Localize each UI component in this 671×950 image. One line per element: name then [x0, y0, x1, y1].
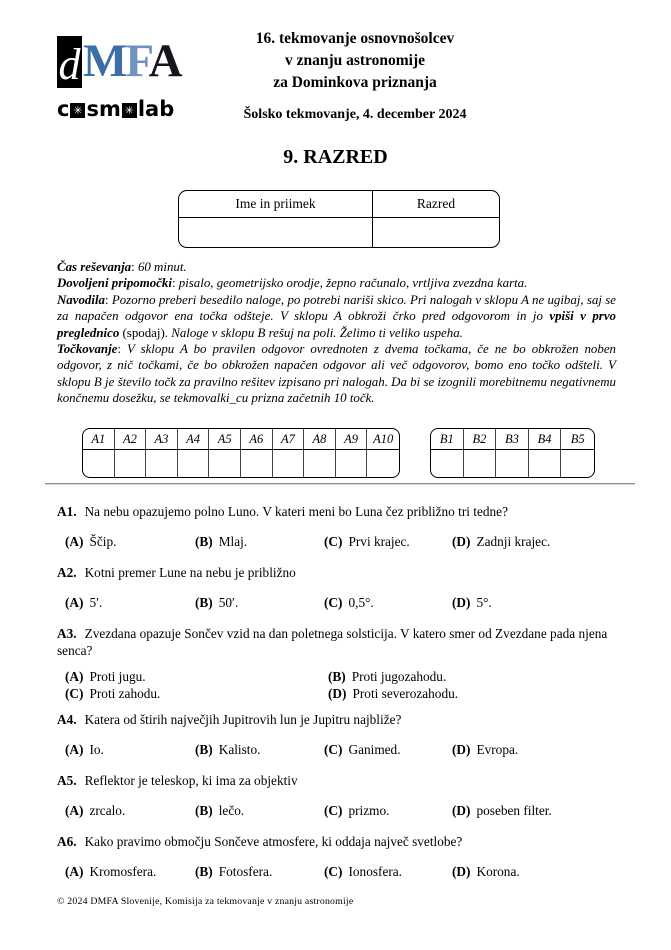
cosmolab-text-c: c [57, 97, 70, 121]
dmfa-letter-d: d [58, 40, 81, 89]
option-text: Evropa. [476, 742, 519, 757]
answer-header-b2: B2 [464, 429, 497, 450]
option-label: (B) [195, 803, 213, 818]
name-table [178, 190, 500, 248]
answer-input-cell [529, 450, 562, 477]
answer-input-cell [367, 450, 399, 477]
option-label: (A) [65, 669, 84, 684]
question-number: A2. [57, 565, 77, 580]
question-body: Na nebu opazujemo polno Luno. V kateri meni bo Luna čez približno tri tedne? [84, 504, 508, 519]
question-a3 [57, 625, 616, 702]
options-row [57, 863, 616, 880]
class-input-cell [373, 218, 499, 247]
dmfa-letter-f: F [125, 35, 149, 87]
option-label: (D) [328, 686, 347, 701]
answer-input-cell [561, 450, 594, 477]
question-number: A5. [57, 773, 77, 788]
competition-subtitle: Šolsko tekmovanje, 4. december 2024 [243, 107, 467, 122]
title-line-1: 16. tekmovanje osnovnošolcev [255, 30, 455, 47]
option-label: (D) [452, 803, 471, 818]
cosmolab-text-lab: lab [137, 97, 175, 121]
option-label: (D) [452, 864, 471, 879]
cosmolab-logo [57, 97, 187, 121]
answer-input-cell [209, 450, 241, 477]
option-text: Ščip. [89, 534, 117, 549]
question-text [57, 711, 616, 728]
option-label: (C) [324, 534, 343, 549]
answer-table-b [430, 428, 595, 478]
answer-header-b5: B5 [561, 429, 594, 450]
answer-header-a5: A5 [209, 429, 241, 450]
option-label: (B) [195, 534, 213, 549]
name-input-cell [179, 218, 373, 247]
answer-table-a [82, 428, 400, 478]
star-glyph: ✳ [124, 104, 134, 117]
option-d [452, 533, 616, 550]
footer-copyright: © 2024 DMFA Slovenije, Komisija za tekmovanje v znanju astronomije [57, 896, 354, 907]
dmfa-logo [57, 36, 187, 88]
question-a6 [57, 833, 616, 880]
answer-input-cell [273, 450, 305, 477]
option-c [324, 533, 452, 550]
answer-header-a4: A4 [178, 429, 210, 450]
options-grid [57, 668, 616, 702]
option-text: poseben filter. [476, 803, 552, 818]
question-text [57, 564, 616, 581]
option-text: Ionosfera. [348, 864, 403, 879]
option-d [452, 802, 616, 819]
answer-header-a8: A8 [304, 429, 336, 450]
option-text: Ganimed. [348, 742, 401, 757]
question-number: A3. [57, 626, 77, 641]
option-b [195, 741, 324, 758]
answer-table-b-header-row [431, 429, 594, 450]
dmfa-letters-mfa [83, 36, 181, 88]
option-c [324, 863, 452, 880]
cosmolab-star-icon [122, 103, 137, 118]
option-text: lečo. [218, 803, 245, 818]
option-text: Fotosfera. [218, 864, 273, 879]
option-c [65, 685, 328, 702]
option-label: (B) [195, 864, 213, 879]
answer-header-a3: A3 [146, 429, 178, 450]
answer-table-a-input-row [83, 450, 399, 477]
option-label: (C) [324, 595, 343, 610]
options-row [57, 533, 616, 550]
option-label: (A) [65, 803, 84, 818]
option-label: (B) [328, 669, 346, 684]
option-label: (A) [65, 864, 84, 879]
question-body: Zvezdana opazuje Sončev vzid na dan poletnega solsticija. V katero smer od Zvezdane pada njena senca? [57, 626, 608, 658]
option-a [65, 594, 195, 611]
answer-input-cell [241, 450, 273, 477]
option-text: Io. [89, 742, 104, 757]
question-a1 [57, 503, 616, 550]
option-label: (A) [65, 534, 84, 549]
name-table-header-class: Razred [373, 191, 499, 218]
question-body: Katera od štirih največjih Jupitrovih lun je Jupitru najbliže? [84, 712, 402, 727]
option-c [324, 741, 452, 758]
answer-table-a-header-row [83, 429, 399, 450]
option-label: (D) [452, 534, 471, 549]
answer-table-b-input-row [431, 450, 594, 477]
question-body: Kako pravimo območju Sončeve atmosfere, ki oddaja največ svetlobe? [84, 834, 463, 849]
answer-input-cell [496, 450, 529, 477]
question-number: A6. [57, 834, 77, 849]
option-text: prizmo. [348, 803, 390, 818]
option-text: Proti zahodu. [89, 686, 161, 701]
question-a4 [57, 711, 616, 758]
grade-title: 9. RAZRED [283, 146, 388, 168]
option-label: (C) [324, 864, 343, 879]
question-body: Kotni premer Lune na nebu je približno [84, 565, 296, 580]
question-a2 [57, 564, 616, 611]
option-d [452, 741, 616, 758]
answer-header-b3: B3 [496, 429, 529, 450]
questions-section [57, 503, 616, 894]
section-divider [45, 483, 635, 484]
option-text: Mlaj. [218, 534, 248, 549]
answer-header-a2: A2 [115, 429, 147, 450]
option-b [195, 863, 324, 880]
cosmolab-text-sm: sm [86, 97, 121, 121]
answer-header-b4: B4 [529, 429, 562, 450]
logo-block [57, 36, 187, 121]
option-text: 5′. [89, 595, 103, 610]
option-a [65, 741, 195, 758]
option-label: (D) [452, 595, 471, 610]
option-text: Proti severozahodu. [352, 686, 459, 701]
option-text: Kalisto. [218, 742, 261, 757]
option-label: (A) [65, 595, 84, 610]
question-number: A4. [57, 712, 77, 727]
answer-input-cell [83, 450, 115, 477]
answer-input-cell [464, 450, 497, 477]
answer-input-cell [115, 450, 147, 477]
option-c [324, 802, 452, 819]
star-glyph: ✳ [73, 104, 83, 117]
answer-header-a1: A1 [83, 429, 115, 450]
option-d [328, 685, 616, 702]
option-text: Proti jugozahodu. [351, 669, 447, 684]
option-label: (C) [65, 686, 84, 701]
instruction-scoring: Točkovanje: V sklopu A bo pravilen odgovor ovrednoten z dvema točkama, če ne bo obkrožen noben odgovor, z nič točkami, če bo obkrožen napačen odgovor ali več odgovorov, bomo eno točko odšteli. V sklopu B je število točk za pravilno rešitev izpisano pri nalogah. Da bi se izognili morebitnemu negativnemu končnemu dosežku, se tekmovalki_cu prizna začetnih 10 točk. [57, 342, 616, 406]
cosmolab-star-icon [70, 103, 85, 118]
option-label: (A) [65, 742, 84, 757]
title-line-2: v znanju astronomije [284, 52, 426, 69]
option-d [452, 594, 616, 611]
option-c [324, 594, 452, 611]
option-a [65, 668, 328, 685]
option-a [65, 802, 195, 819]
option-label: (C) [324, 742, 343, 757]
instruction-directions: Navodila: Pozorno preberi besedilo naloge, po potrebi nariši skico. Pri nalogah v sklopu A ne ugibaj, saj se za napačen odgovor ena točka odšteje. V sklopu A obkroži črko pred odgovorom in jo vpiši v prvo preglednico (spodaj). Naloge v sklopu B rešuj na poli. Želimo ti veliko uspeha. [57, 292, 616, 340]
option-b [195, 802, 324, 819]
answer-header-a6: A6 [241, 429, 273, 450]
question-text [57, 833, 616, 850]
answer-input-cell [146, 450, 178, 477]
question-body: Reflektor je teleskop, ki ima za objektiv [84, 773, 298, 788]
answer-input-cell [431, 450, 464, 477]
dmfa-d-box [57, 36, 82, 88]
dmfa-letter-m: M [83, 35, 126, 87]
option-text: Proti jugu. [89, 669, 146, 684]
competition-title-block [190, 28, 520, 123]
question-text [57, 772, 616, 789]
dmfa-letter-a: A [148, 35, 181, 87]
name-table-header-name: Ime in priimek [179, 191, 373, 218]
answer-input-cell [336, 450, 368, 477]
options-row [57, 741, 616, 758]
option-b [328, 668, 616, 685]
option-b [195, 594, 324, 611]
answer-header-b1: B1 [431, 429, 464, 450]
option-text: 5°. [476, 595, 492, 610]
option-text: Prvi krajec. [348, 534, 410, 549]
option-text: zrcalo. [89, 803, 126, 818]
option-text: 0,5°. [348, 595, 374, 610]
option-d [452, 863, 616, 880]
question-number: A1. [57, 504, 77, 519]
option-b [195, 533, 324, 550]
option-a [65, 863, 195, 880]
question-text [57, 625, 616, 659]
option-label: (D) [452, 742, 471, 757]
option-text: Korona. [476, 864, 520, 879]
option-label: (C) [324, 803, 343, 818]
instructions-block [57, 259, 616, 407]
answer-header-a10: A10 [367, 429, 399, 450]
options-row [57, 802, 616, 819]
option-text: Zadnji krajec. [476, 534, 551, 549]
options-row [57, 594, 616, 611]
option-label: (B) [195, 742, 213, 757]
answer-input-cell [304, 450, 336, 477]
option-a [65, 533, 195, 550]
option-text: Kromosfera. [89, 864, 157, 879]
question-a5 [57, 772, 616, 819]
answer-input-cell [178, 450, 210, 477]
option-text: 50′. [218, 595, 239, 610]
instruction-time: Čas reševanja: 60 minut. [57, 260, 187, 274]
title-line-3: za Dominkova priznanja [273, 74, 437, 91]
option-label: (B) [195, 595, 213, 610]
question-text [57, 503, 616, 520]
answer-header-a9: A9 [336, 429, 368, 450]
instruction-allowed-tools: Dovoljeni pripomočki: pisalo, geometrijsko orodje, žepno računalo, vrtljiva zvezdna karta. [57, 276, 528, 291]
answer-header-a7: A7 [273, 429, 305, 450]
